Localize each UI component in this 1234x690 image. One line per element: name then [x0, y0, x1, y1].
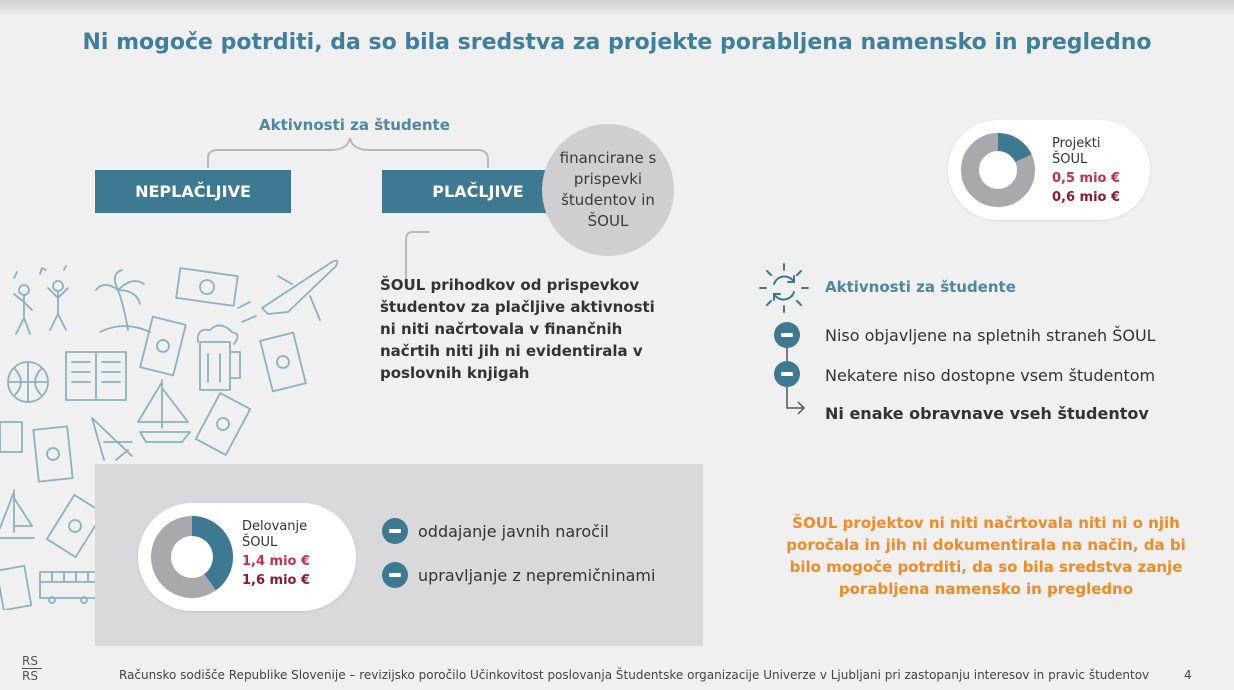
- funding-circle: [542, 124, 674, 256]
- banknote-icon: [33, 426, 72, 481]
- rs-logo: [22, 655, 42, 682]
- operations-label-2: ŠOUL: [242, 535, 278, 550]
- sailboat-icon: [0, 490, 34, 538]
- activities-label: Aktivnosti za študente: [259, 116, 450, 134]
- dancers-icon: [14, 266, 68, 334]
- beach-chair-icon: [92, 418, 132, 460]
- basketball-icon: [8, 362, 48, 402]
- sun-refresh-icon: [756, 260, 812, 316]
- operations-item: [382, 518, 609, 544]
- operations-item: [382, 562, 655, 588]
- banknote-icon: [260, 333, 306, 392]
- projects-label-1: Projekti: [1052, 136, 1101, 151]
- banknote-icon: [140, 317, 186, 376]
- operations-value-1: 1,4 mio €: [242, 554, 311, 569]
- minus-icon: [382, 518, 408, 544]
- right-item: Niso objavljene na spletnih straneh ŠOUL: [825, 326, 1156, 345]
- projects-value-1: 0,5 mio €: [1052, 171, 1121, 186]
- page-number: 4: [1184, 668, 1192, 682]
- conclusion-text: ŠOUL projektov ni niti načrtovala niti ni o njih poročala in jih ni dokumentirala na način, da bi bilo mogoče potrditi, da so bila sredstva zanje porabljena namensko in pregledno: [786, 514, 1186, 598]
- logo-top: RS: [22, 654, 38, 668]
- brace-connector: [200, 132, 500, 172]
- bus-icon: [0, 422, 22, 452]
- placljive-text: ŠOUL prihodkov od prispevkov študentov za plačljive aktivnosti ni niti načrtovala v finančnih načrtih niti jih ni evidentirala v poslovnih knjigah: [380, 276, 655, 382]
- logo-bottom: RS: [22, 669, 38, 683]
- banknote-icon: [0, 566, 31, 610]
- palm-icon: [96, 270, 150, 332]
- footer-text: Računsko sodišče Republike Slovenije – revizijsko poročilo Učinkovitost poslovanja Študentske organizacije Univerze v Ljubljani pri zastopanju interesov in pravic študentov: [119, 668, 1150, 682]
- operations-item-label: oddajanje javnih naročil: [418, 521, 609, 541]
- operations-value-2: 1,6 mio €: [242, 573, 311, 588]
- placljive-tag: PLAČLJIVE: [382, 170, 574, 213]
- sailboat-icon: [138, 380, 190, 442]
- projects-pill: [948, 120, 1150, 220]
- top-bar: [0, 0, 1234, 16]
- operations-item-label: upravljanje z nepremičninami: [418, 565, 656, 585]
- bus-icon: [40, 572, 96, 603]
- operations-pill: [138, 503, 356, 611]
- right-conclusion: Ni enake obravnave vseh študentov: [825, 404, 1149, 423]
- airplane-icon: [238, 261, 337, 322]
- book-icon: [66, 352, 126, 400]
- right-heading: Aktivnosti za študente: [825, 278, 1016, 296]
- projects-value-2: 0,6 mio €: [1052, 190, 1121, 205]
- operations-donut: [150, 515, 234, 599]
- minus-icon: [382, 562, 408, 588]
- beer-icon: [198, 325, 240, 390]
- right-item: Nekatere niso dostopne vsem študentom: [825, 366, 1156, 385]
- projects-label-2: ŠOUL: [1052, 152, 1088, 167]
- banknote-icon: [176, 268, 238, 306]
- operations-label-1: Delovanje: [242, 519, 308, 534]
- minus-icon: [774, 361, 800, 387]
- page-title: Ni mogoče potrditi, da so bila sredstva za projekte porabljena namensko in pregledno: [82, 30, 1152, 55]
- minus-icon: [774, 322, 800, 348]
- funding-text: financirane s prispevki študentov in ŠOUL: [559, 149, 657, 230]
- projects-donut: [960, 132, 1036, 208]
- banknote-icon: [196, 393, 250, 455]
- neplacljive-tag: NEPLAČLJIVE: [95, 170, 291, 213]
